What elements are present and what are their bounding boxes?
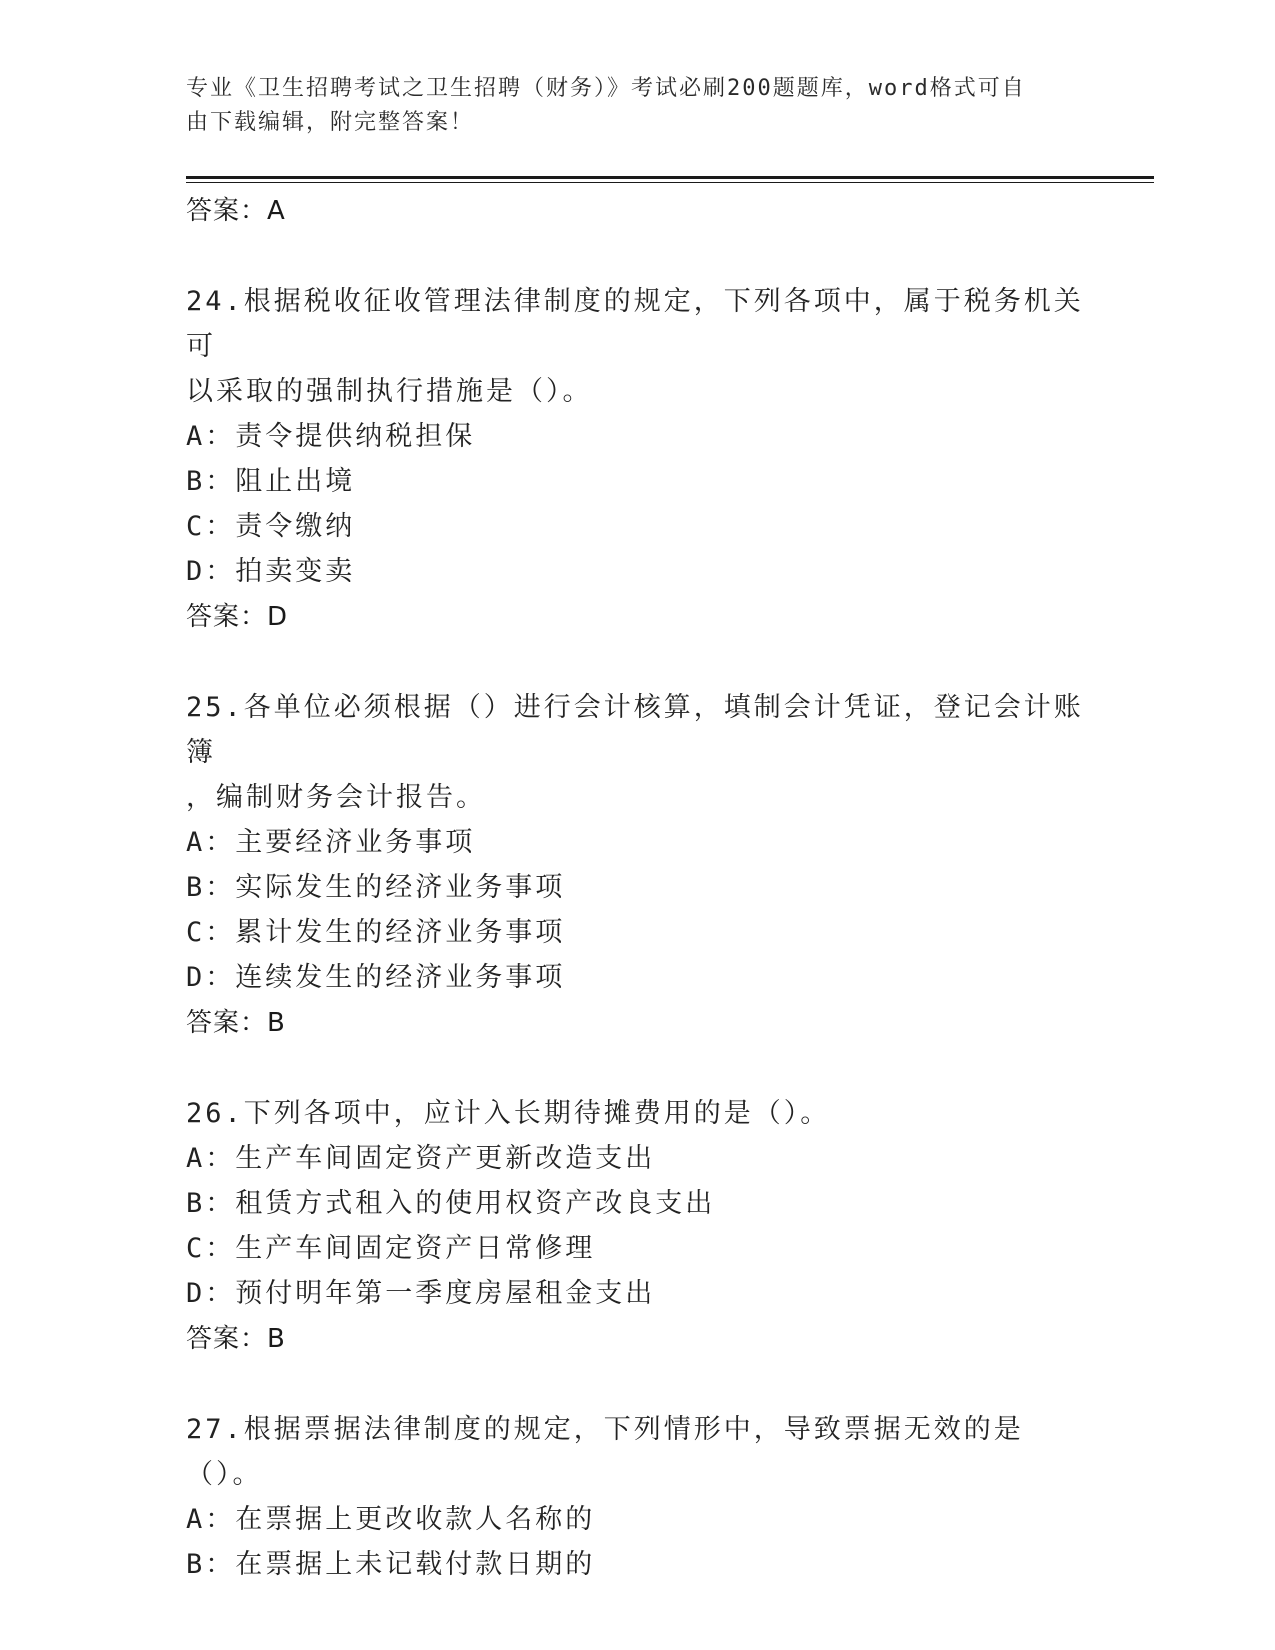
document-header <box>186 72 1066 140</box>
stem-line: 27.根据票据法律制度的规定，下列情形中，导致票据无效的是（）。 <box>186 1414 1024 1490</box>
header-line-1: 专业《卫生招聘考试之卫生招聘（财务）》考试必刷200题题库，word格式可自 <box>186 76 1026 101</box>
question-stem <box>186 279 1086 414</box>
option-b: B：租赁方式租入的使用权资产改良支出 <box>186 1188 716 1219</box>
option-c: C：累计发生的经济业务事项 <box>186 917 566 948</box>
answer-23: 答案：A <box>186 196 286 226</box>
option-c: C：生产车间固定资产日常修理 <box>186 1233 596 1264</box>
option-b: B：实际发生的经济业务事项 <box>186 872 566 903</box>
answer-24: 答案：D <box>186 602 289 632</box>
option-a: A：在票据上更改收款人名称的 <box>186 1504 596 1535</box>
option-a: A：主要经济业务事项 <box>186 827 476 858</box>
question-24 <box>186 279 1086 640</box>
answer-26: 答案：B <box>186 1324 286 1354</box>
option-a: A：责令提供纳税担保 <box>186 421 476 452</box>
option-d: D：连续发生的经济业务事项 <box>186 962 566 993</box>
option-c: C：责令缴纳 <box>186 511 356 542</box>
question-stem <box>186 685 1086 820</box>
answer-25: 答案：B <box>186 1008 286 1038</box>
question-list <box>186 186 1086 1587</box>
option-b: B：阻止出境 <box>186 466 356 497</box>
header-line-2: 由下载编辑，附完整答案！ <box>186 110 475 135</box>
question-stem <box>186 1407 1086 1497</box>
question-stem <box>186 1091 1086 1136</box>
option-d: D：预付明年第一季度房屋租金支出 <box>186 1278 656 1309</box>
option-a: A：生产车间固定资产更新改造支出 <box>186 1143 656 1174</box>
stem-line: 26.下列各项中，应计入长期待摊费用的是（）。 <box>186 1098 831 1129</box>
option-d: D：拍卖变卖 <box>186 556 356 587</box>
question-26 <box>186 1091 1086 1362</box>
stem-line: 以采取的强制执行措施是（）。 <box>186 376 593 407</box>
question-25 <box>186 685 1086 1046</box>
stem-line: 24.根据税收征收管理法律制度的规定，下列各项中，属于税务机关可 <box>186 286 1084 362</box>
option-b: B：在票据上未记载付款日期的 <box>186 1549 596 1580</box>
stem-line: 25.各单位必须根据（）进行会计核算，填制会计凭证，登记会计账簿 <box>186 692 1084 768</box>
question-27 <box>186 1407 1086 1587</box>
header-divider-thin <box>186 182 1154 183</box>
stem-line: ，编制财务会计报告。 <box>186 782 486 813</box>
header-divider <box>186 176 1154 179</box>
